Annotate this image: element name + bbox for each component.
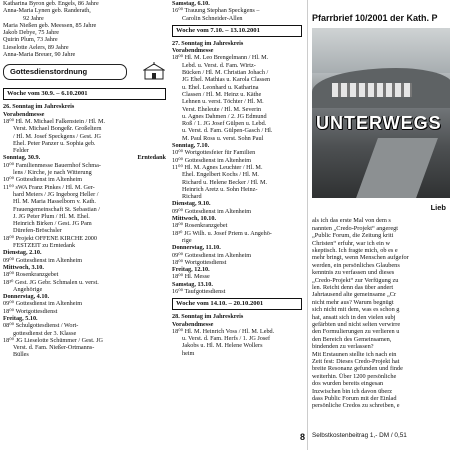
article-text bbox=[312, 217, 450, 410]
sunday-title: 26. Sonntag im Jahreskreis bbox=[3, 103, 75, 111]
text-line: 10⁰⁰ Familienmesse Bauernhof Schma- bbox=[3, 161, 101, 169]
text-line: Verst. Eheleute / Hl. M. Severin bbox=[182, 105, 262, 113]
text-line: „Public Forum, die Zeitung kriti bbox=[312, 232, 394, 240]
text-line: sich nicht mit dem, was es schon g bbox=[312, 306, 400, 314]
erntedank-label: Erntedank bbox=[137, 154, 166, 162]
mass-list bbox=[172, 54, 302, 142]
text-line: Dürefen-Bröschsler bbox=[13, 227, 62, 235]
vorabend-label: Vorabendmesse bbox=[172, 47, 214, 55]
text-line: 09⁰⁰ Gottesdienst im Altenheim bbox=[3, 300, 83, 308]
text-line: den Bereich des Gemeinsamen, bbox=[312, 335, 392, 343]
sunday-title: 28. Sonntag im Jahreskreis bbox=[172, 313, 244, 321]
text-line: Heinrich Birken / Gest. JG Pam bbox=[13, 220, 92, 228]
text-line: Ehel. Engelbert Kochs / Hl. M. bbox=[182, 171, 259, 179]
sonntag-row bbox=[3, 154, 166, 161]
text-line: 18⁰⁰ Hl. M. Heinrich Voss / Hl. M. Lebd. bbox=[172, 327, 275, 335]
text-line: Anna-Maria Lynen geb. Randerath, bbox=[3, 7, 91, 15]
mass-list bbox=[172, 149, 302, 200]
text-line: 18⁰⁰ JG Lieselotte Schümmer / Gest. JG bbox=[3, 336, 103, 344]
text-line: Richard bbox=[182, 193, 202, 201]
day-label: Donnerstag, 4.10. bbox=[3, 293, 50, 301]
photo-sky bbox=[312, 28, 450, 73]
column-divider bbox=[307, 0, 308, 450]
text-line: 92 Jahre bbox=[23, 14, 44, 22]
weekday-list bbox=[172, 200, 302, 295]
text-line: u. Verst. d. Fam. Gülpen-Gasch / Hl. bbox=[182, 127, 273, 135]
photo-houses bbox=[332, 83, 412, 97]
day-label: Freitag, 12.10. bbox=[172, 266, 210, 274]
text-line: 09⁰⁰ Gottesdienst im Altenheim bbox=[172, 207, 252, 215]
column-2 bbox=[172, 0, 302, 357]
text-line: Heinrich Aretz u. Sohn Heinz- bbox=[182, 185, 258, 193]
day-label: Mittwoch, 3.10. bbox=[3, 263, 44, 271]
text-line: 18⁰⁰ Hl. M. Michael Falkenstein / Hl. M. bbox=[3, 117, 106, 125]
text-line: u. Agnes Dahmen / 2. JG Edmund bbox=[182, 112, 267, 120]
text-line: Angehörige bbox=[13, 285, 43, 293]
text-line: 08⁰⁰ Schulgottesdienst / Wort- bbox=[3, 322, 79, 330]
week-box: Woche vom 7.10. – 13.10.2001 bbox=[172, 25, 302, 37]
text-line: 18³⁰ Gest. JG Gebr. Schmalen u. verst. bbox=[3, 278, 99, 286]
text-line: bindenden zu verlassen? bbox=[312, 343, 374, 351]
text-line: skeptisch. Ich fragte mich, ob es e bbox=[312, 246, 398, 254]
text-line: 11⁰⁰ Hl. M. Agnes Leuchter / Hl. M. bbox=[172, 163, 263, 171]
text-line: Frauengemeinschaft St. Sebastian / bbox=[13, 205, 100, 213]
text-line: M. Paul Ross u. verst. Sohn Paul bbox=[182, 134, 264, 142]
text-line: Bücken / Hl. M. Christian Johach / bbox=[182, 69, 269, 77]
newsletter-title: Pfarrbrief 10/2001 der Kath. P bbox=[312, 13, 438, 23]
saturday-label: Samstag, 6.10. bbox=[172, 0, 210, 7]
section-header bbox=[3, 64, 166, 80]
text-line: kenntnis zu verfassen und dieses bbox=[312, 269, 395, 277]
text-line: 18⁰⁰ Wortgottesdienst bbox=[3, 307, 58, 315]
text-line: 16⁰⁰ Taufgottesdienst bbox=[172, 287, 226, 295]
text-line: u. Ehel. Leonhard u. Katharina bbox=[182, 83, 259, 91]
text-line: mehr bringt, wenn Menschen aufgefor bbox=[312, 254, 409, 262]
text-line: / Hl. M. Josef Speckgens / Gest. JG bbox=[13, 132, 101, 140]
mass-list bbox=[3, 162, 166, 250]
text-line: 18⁰⁰ Projekt OFFENE KIRCHE 2000 bbox=[3, 234, 97, 242]
text-line: Verst. d. Fam. Nießer-Ortmanns- bbox=[13, 344, 95, 352]
text-line: 18³⁰ JG Wilh. u. Josef Priem u. Angehö- bbox=[172, 229, 272, 237]
text-line: 18⁰⁰ Rosenkranzgebet bbox=[172, 222, 228, 230]
sonntag-label: Sonntag, 7.10. bbox=[172, 142, 210, 150]
price-footer: Selbstkostenbeitrag 1,- DM / 0,51 bbox=[312, 432, 407, 439]
text-line: dos wurden bereits eingesan bbox=[312, 380, 384, 388]
mass-list bbox=[3, 118, 166, 154]
vorabend-label: Vorabendmesse bbox=[3, 110, 45, 118]
column-3 bbox=[312, 0, 450, 410]
text-line: Lebd. u. Verst. d. Fam. Wirtz- bbox=[182, 61, 256, 69]
text-line: den Formulierungen zu verlieren u bbox=[312, 328, 400, 336]
text-line: Quirin Plum, 73 Jahre bbox=[3, 36, 58, 44]
text-line: lens / Kirche, je nach Witterung bbox=[13, 169, 92, 177]
text-line: „Credo-Projekt“ zur Verfügung zu bbox=[312, 276, 399, 284]
text-line: Lieselotte Aelers, 89 Jahre bbox=[3, 43, 69, 51]
text-line: Christen“ erfuhr, war ich ein w bbox=[312, 239, 391, 247]
text-line: 09⁰⁰ Gottesdienst im Altenheim bbox=[172, 251, 252, 259]
text-line: nicht mehr aus? Warum begnügt bbox=[312, 298, 394, 306]
text-line: breite Resonanz gefunden und finde bbox=[312, 365, 403, 373]
text-line: Hl. M. Maria Hasselborn v. Kath. bbox=[13, 198, 96, 206]
text-line: weiterhin. Über 1200 persönliche bbox=[312, 372, 397, 380]
vorabend-label: Vorabendmesse bbox=[172, 320, 214, 328]
text-line: 10⁰⁰ Gottesdienst im Altenheim bbox=[3, 176, 83, 184]
text-line: Verst. Michael Bongeßr. Großeltern bbox=[13, 125, 102, 133]
text-line: gefärbten und nicht selten verwirre bbox=[312, 320, 401, 328]
text-line: len. Reicht denn das über andert bbox=[312, 283, 394, 291]
text-line: 09⁰⁰ Gottesdienst im Altenheim bbox=[3, 256, 83, 264]
text-line: 16⁰⁰ Trauung Stephan Speckgens – bbox=[172, 7, 260, 15]
sonntag-label: Sonntag, 30.9. bbox=[3, 154, 41, 162]
text-line: J. JG Peter Plum / Hl. M. Ehel. bbox=[13, 212, 90, 220]
text-line: Roß / 1. JG Josef Gülpen u. Lebd. bbox=[182, 120, 267, 128]
text-line: FESTZEIT zu Erntedank bbox=[13, 242, 76, 250]
text-line: als ich das erste Mal von dem s bbox=[312, 217, 391, 225]
text-line: heim bbox=[182, 349, 195, 357]
text-line: 18⁰⁰ Rosenkranzgebet bbox=[3, 271, 59, 279]
church-icon bbox=[143, 62, 165, 80]
section-title: Gottesdienstordnung bbox=[3, 64, 127, 80]
text-line: persönliche Credos zu schreiben, e bbox=[312, 402, 400, 410]
birthday-list bbox=[3, 0, 166, 58]
day-label: Freitag, 5.10. bbox=[3, 314, 38, 322]
text-line: nannten „Credo-Projekt“ angeregt bbox=[312, 224, 399, 232]
text-line: Jahrtausend alte gemeinsame „Cr bbox=[312, 291, 397, 299]
saturday-list bbox=[172, 7, 302, 22]
day-label: Dienstag, 2.10. bbox=[3, 249, 42, 257]
text-line: hat, ansatt sich in den vielen subj bbox=[312, 313, 396, 321]
text-line: dass Public Forum mit der Einlad bbox=[312, 395, 397, 403]
day-label: Donnerstag, 11.10. bbox=[172, 244, 221, 252]
text-line: Zeit fest: Dieses Credo-Projekt hat bbox=[312, 358, 400, 366]
text-line: Carolin Schneider-Allen bbox=[182, 14, 243, 22]
day-label: Dienstag, 9.10. bbox=[172, 200, 211, 208]
text-line: Lehnen u. verst. Töchter / Hl. M. bbox=[182, 98, 264, 106]
text-line: 10⁰⁰ Wortgottesfeier für Familien bbox=[172, 149, 256, 157]
mass-list bbox=[172, 328, 302, 357]
weekday-list bbox=[3, 249, 166, 358]
text-line: gottesdienst der 3. Klasse bbox=[13, 329, 77, 337]
week-box: Woche vom 30.9. – 6.10.2001 bbox=[3, 88, 166, 100]
text-line: Classen / Hl. M. Heinz u. Käthe bbox=[182, 90, 262, 98]
text-line: Jakobs u. Hl. M. Helene Wollers bbox=[182, 342, 263, 350]
text-line: Maria Nießen geb. Meessen, 85 Jahre bbox=[3, 21, 97, 29]
text-line: JG Ehel. Mathias u. Karola Classen bbox=[182, 76, 271, 84]
text-line: rige bbox=[182, 236, 192, 244]
text-line: Katharina Byron geb. Engels, 86 Jahre bbox=[3, 0, 99, 7]
text-line: werden, ein persönliches Glaubens bbox=[312, 261, 400, 269]
text-line: Inzwischen bin ich davon überz bbox=[312, 387, 393, 395]
text-line: Jakob Debye, 75 Jahre bbox=[3, 29, 60, 37]
text-line: Anna-Maria Breuer, 90 Jahre bbox=[3, 51, 76, 59]
day-label: Samstag, 13.10. bbox=[172, 280, 213, 288]
day-label: Mittwoch, 10.10. bbox=[172, 215, 216, 223]
text-line: Richard u. Helene Becker / Hl. M. bbox=[182, 178, 268, 186]
text-line: Bülles bbox=[13, 351, 29, 359]
column-1 bbox=[3, 0, 166, 359]
text-line: u. Verst. d. Fam. Herfs / 1. JG Josef bbox=[182, 335, 271, 343]
page-number: 8 bbox=[300, 432, 306, 442]
text-line: 18⁰⁰ Hl. M. Leo Brengelmann / Hl. M. bbox=[172, 54, 269, 62]
text-line: 18⁰⁰ Wortgottesdienst bbox=[172, 258, 227, 266]
week-box: Woche vom 14.10. – 20.10.2001 bbox=[172, 298, 302, 310]
text-line: 18⁰⁰ Hl. Messe bbox=[172, 273, 210, 281]
text-line: 11⁰⁰ sWA Franz Pinkes / Hl. M. Ger- bbox=[3, 183, 95, 191]
photo-banner: UNTERWEGS bbox=[316, 113, 442, 133]
cover-photo bbox=[312, 28, 450, 198]
photo-road bbox=[356, 138, 438, 198]
salutation: Lieb bbox=[430, 203, 446, 212]
text-line: Felder bbox=[13, 147, 29, 155]
sunday-title: 27. Sonntag im Jahreskreis bbox=[172, 39, 244, 47]
text-line: hard Meiers / JG Ingeborg Heller / bbox=[13, 190, 99, 198]
text-line: Mit Erstaunen stellte ich nach ein bbox=[312, 350, 397, 358]
text-line: 10⁰⁰ Gottesdienst im Altenheim bbox=[172, 156, 252, 164]
text-line: Ehel. Peter Panzer u. Sophia geb. bbox=[13, 139, 96, 147]
